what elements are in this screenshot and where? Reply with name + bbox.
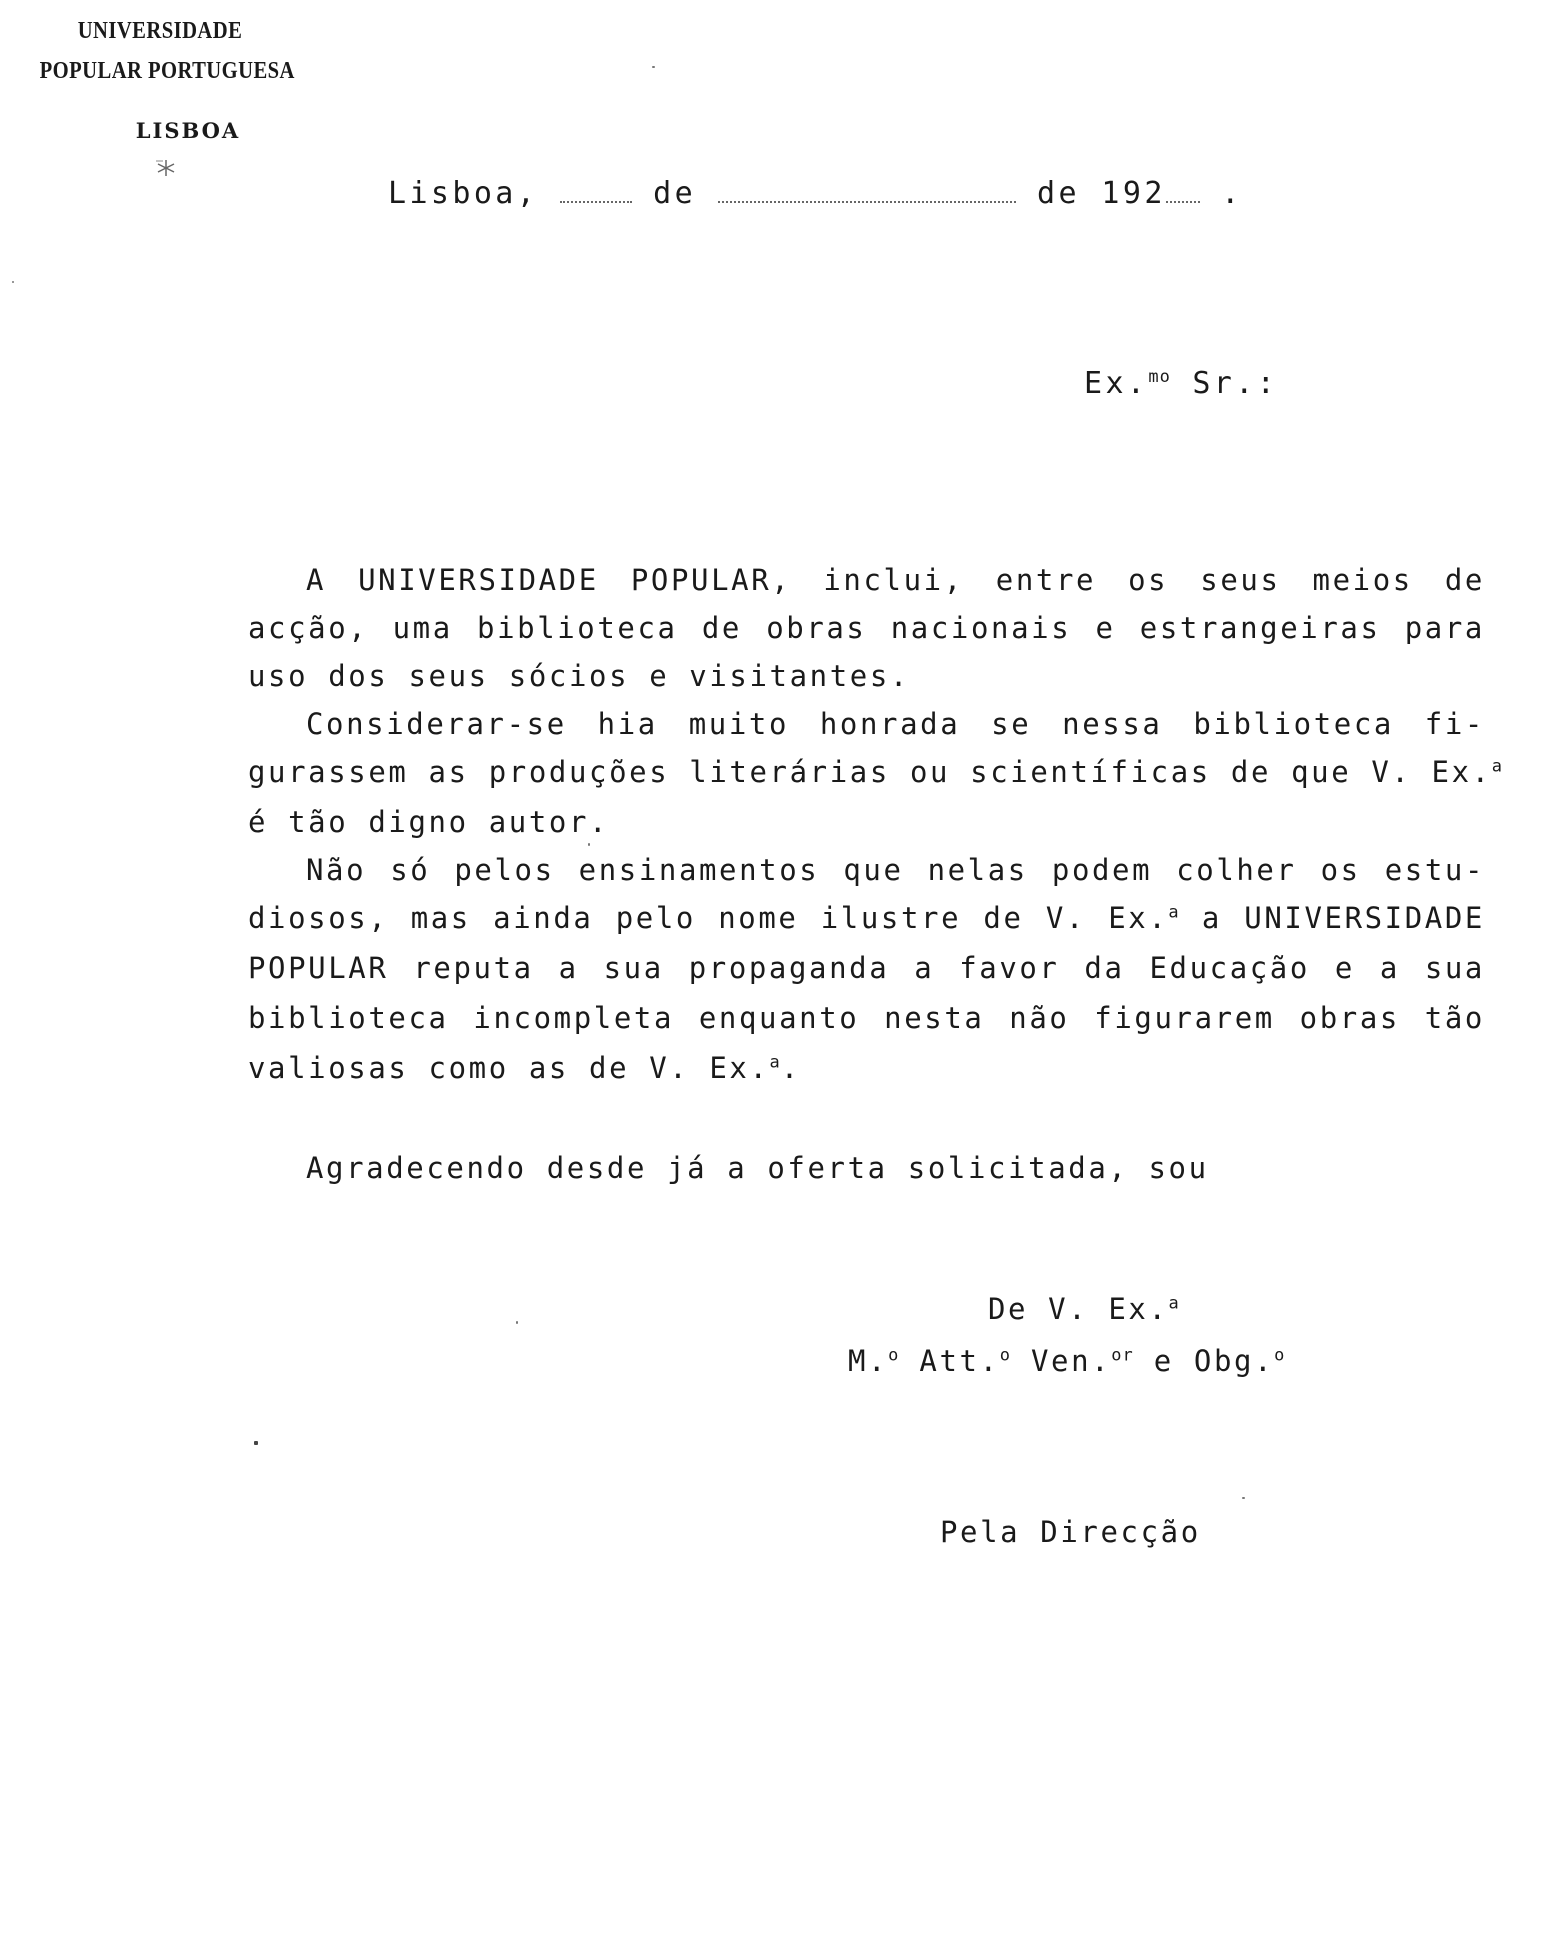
salutation-title: Ex. bbox=[1084, 366, 1149, 401]
body-line: é tão digno autor. bbox=[248, 805, 610, 839]
salutation-sup: mo bbox=[1148, 367, 1171, 387]
body-line: Não só pelos ensinamentos que nelas podem colher os estu- bbox=[306, 853, 1485, 887]
scan-speck bbox=[516, 1321, 518, 1324]
body-text: a UNIVERSIDADE bbox=[1179, 901, 1485, 935]
day-blank bbox=[560, 195, 632, 203]
body-line: uso dos seus sócios e visitantes. bbox=[248, 659, 910, 693]
closing-text: Att. bbox=[899, 1344, 1000, 1378]
scan-speck bbox=[652, 66, 655, 68]
signature-line: Pela Direcção bbox=[940, 1515, 1201, 1549]
body-line: Considerar-se hia muito honrada se nessa biblioteca fi- bbox=[306, 707, 1485, 741]
dateline-end: . bbox=[1221, 176, 1243, 211]
closing-text: Ven. bbox=[1010, 1344, 1112, 1378]
body-line bbox=[248, 755, 1503, 789]
salutation-sr: Sr.: bbox=[1170, 366, 1279, 401]
body-sup: a bbox=[769, 1052, 781, 1073]
closing-sup: o bbox=[999, 1345, 1011, 1366]
closing-sup: o bbox=[1274, 1345, 1286, 1366]
closing-sup: a bbox=[1168, 1293, 1180, 1314]
scan-speck bbox=[254, 1441, 258, 1445]
year-blank bbox=[1166, 195, 1200, 203]
letterhead-institution-line1: UNIVERSIDADE bbox=[77, 18, 243, 44]
body-line: A UNIVERSIDADE POPULAR, inclui, entre os seus meios de bbox=[306, 563, 1485, 597]
closing-text: De V. Ex. bbox=[988, 1292, 1169, 1326]
body-line bbox=[248, 1051, 1485, 1085]
month-blank bbox=[718, 195, 1016, 203]
body-line: acção, uma biblioteca de obras nacionais e estrangeiras para bbox=[248, 611, 1485, 645]
scan-speck bbox=[588, 843, 590, 846]
asterisk-ornament-icon bbox=[154, 158, 178, 182]
closing-text: M. bbox=[848, 1344, 889, 1378]
closing-sup: or bbox=[1111, 1345, 1134, 1366]
body-line bbox=[248, 901, 1485, 935]
letterhead-institution-line2: POPULAR PORTUGUESA bbox=[39, 58, 295, 84]
dateline-year-prefix: de 192 bbox=[1037, 176, 1166, 211]
body-text: gurassem as produções literárias ou scientíficas de que V. Ex. bbox=[248, 755, 1492, 789]
body-line: POPULAR reputa a sua propaganda a favor da Educação e a sua bbox=[248, 951, 1485, 985]
closing-sup: o bbox=[888, 1345, 900, 1366]
body-line-thanks: Agradecendo desde já a oferta solicitada, sou bbox=[306, 1151, 1209, 1185]
scan-speck bbox=[12, 281, 14, 283]
body-text: valiosas como as de V. Ex. bbox=[248, 1051, 770, 1085]
closing-text: e Obg. bbox=[1133, 1344, 1275, 1378]
dateline-city: Lisboa, bbox=[388, 176, 539, 211]
body-text: diosos, mas ainda pelo nome ilustre de V. Ex. bbox=[248, 901, 1169, 935]
body-text: . bbox=[780, 1051, 801, 1085]
dateline bbox=[388, 176, 1243, 211]
body-line: biblioteca incompleta enquanto nesta não figurarem obras tão bbox=[248, 1001, 1485, 1035]
letterhead-city: LISBOA bbox=[135, 118, 241, 143]
body-sup: a bbox=[1491, 756, 1503, 777]
closing-line2 bbox=[848, 1344, 1285, 1378]
dateline-de: de bbox=[653, 176, 697, 211]
body-sup: a bbox=[1168, 902, 1180, 923]
scan-speck bbox=[1242, 1497, 1245, 1499]
closing-line1 bbox=[988, 1292, 1180, 1326]
salutation bbox=[1084, 366, 1278, 401]
